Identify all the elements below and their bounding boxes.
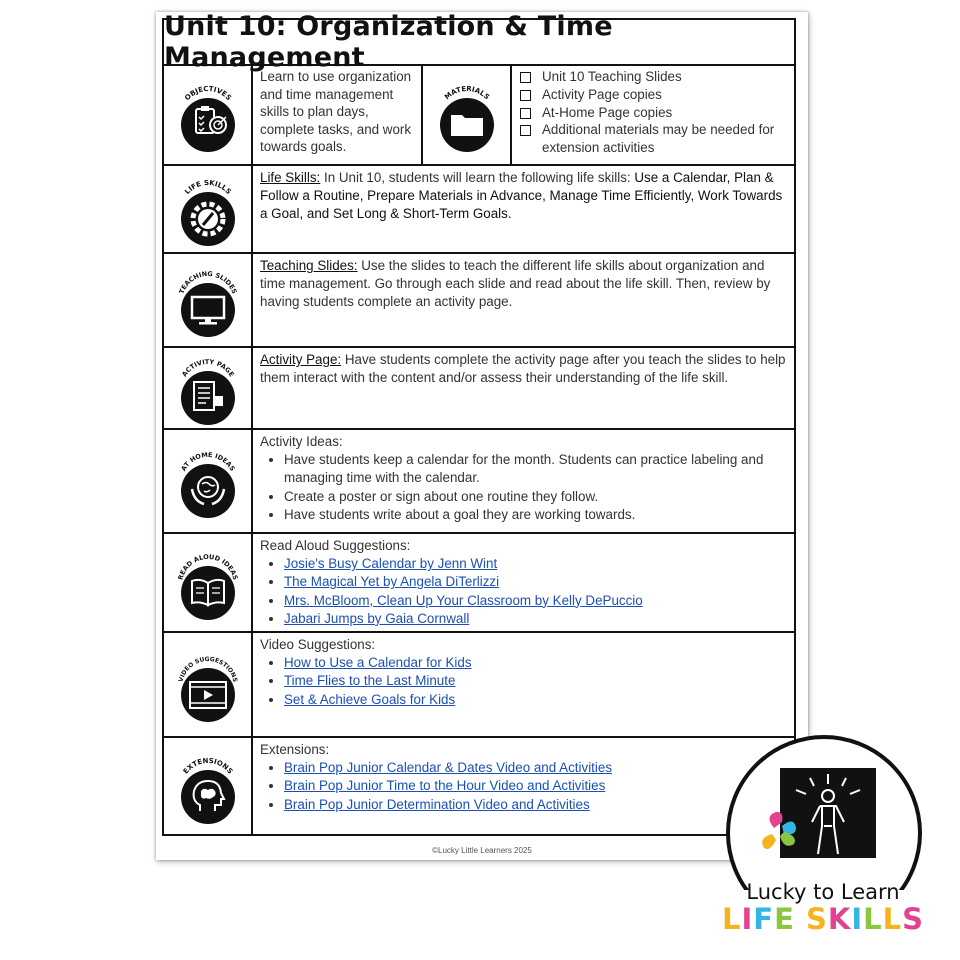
logo-letter: L — [882, 902, 903, 936]
checkbox-icon — [520, 72, 531, 83]
gear-wrench-icon — [168, 169, 248, 249]
extension-link[interactable]: Brain Pop Junior Determination Video and Activities — [284, 796, 590, 812]
read-aloud-heading: Read Aloud Suggestions: — [260, 538, 411, 553]
row-life-skills — [164, 166, 794, 254]
read-aloud-link[interactable]: The Magical Yet by Angela DiTerlizzi — [284, 574, 500, 590]
logo-letter: L — [721, 902, 742, 936]
checkbox-icon — [520, 90, 531, 101]
read-aloud-link[interactable]: Josie's Busy Calendar by Jenn Wint — [284, 556, 498, 572]
logo-letter: I — [741, 902, 754, 936]
svg-text:TEACHING SLIDES: TEACHING SLIDES — [177, 269, 238, 295]
teaching-slides-badge — [164, 254, 253, 346]
logo-letter — [795, 902, 806, 936]
folder-icon — [427, 75, 507, 155]
life-skills-badge — [164, 166, 253, 252]
globe-hands-icon — [168, 441, 248, 521]
activity-page-text: Activity Page: Have students complete the activity page after you teach the slides to help them interact with the content and/or assess their understanding of the life skill. — [260, 352, 786, 386]
read-aloud-link[interactable]: Mrs. McBloom, Clean Up Your Classroom by Kelly DePuccio — [284, 592, 643, 608]
video-list — [260, 654, 787, 709]
read-aloud-link[interactable]: Jabari Jumps by Gaia Cornwall — [284, 610, 470, 626]
materials-item: Additional materials may be needed for extension activities — [518, 121, 788, 157]
video-text — [253, 633, 794, 736]
row-activity-page — [164, 348, 794, 430]
life-skills-text: Life Skills: In Unit 10, students will learn the following life skills: Use a Calendar, Plan & Follow a Routine, Prepare Materials in Advance, Manage Time Efficiently, Work Towards a Goal, and Set Long & Short-Term Goals. — [260, 170, 783, 222]
svg-text:VIDEO SUGGESTIONS: VIDEO SUGGESTIONS — [177, 655, 238, 683]
at-home-heading: Activity Ideas: — [260, 434, 343, 449]
video-link[interactable]: How to Use a Calendar for Kids — [284, 655, 472, 671]
svg-text:ACTIVITY PAGE: ACTIVITY PAGE — [179, 357, 236, 379]
logo-letter: E — [774, 902, 795, 936]
worksheet-frame — [162, 11, 796, 836]
read-aloud-text — [253, 534, 794, 631]
monitor-icon — [168, 260, 248, 340]
at-home-ideas-text — [253, 430, 794, 532]
logo-letter: S — [805, 902, 828, 936]
video-link[interactable]: Time Flies to the Last Minute — [284, 673, 456, 689]
checkbox-icon — [520, 108, 531, 119]
logo-letter: S — [902, 902, 925, 936]
row-video-suggestions — [164, 633, 794, 738]
logo-letter: K — [827, 902, 852, 936]
worksheet-page — [156, 12, 808, 860]
extension-link[interactable]: Brain Pop Junior Time to the Hour Video and Activities — [284, 778, 606, 794]
list-item: • Have students keep a calendar for the month. Students can practice labeling and managing time with the calendar. — [284, 451, 787, 487]
video-link[interactable]: Set & Achieve Goals for Kids — [284, 691, 456, 707]
materials-item: Unit 10 Teaching Slides — [518, 68, 788, 86]
page-title: Unit 10: Organization & Time Management — [164, 20, 794, 66]
list-item: • Have students write about a goal they are working towards. — [284, 506, 787, 524]
svg-text:AT HOME IDEAS: AT HOME IDEAS — [178, 450, 237, 473]
film-play-icon — [168, 645, 248, 725]
video-badge — [164, 633, 253, 736]
open-book-icon — [168, 543, 248, 623]
extension-link[interactable]: Brain Pop Junior Calendar & Dates Video and Activities — [284, 760, 613, 776]
logo-text-line2 — [716, 902, 930, 936]
objectives-badge — [164, 66, 253, 164]
logo-letter: F — [753, 902, 775, 936]
materials-item: At-Home Page copies — [518, 104, 788, 122]
video-heading: Video Suggestions: — [260, 637, 376, 652]
row-at-home-ideas — [164, 430, 794, 534]
row-extensions — [164, 738, 794, 836]
extensions-text — [253, 738, 794, 836]
row-read-aloud — [164, 534, 794, 633]
extensions-heading: Extensions: — [260, 742, 330, 757]
row-teaching-slides — [164, 254, 794, 348]
svg-text:READ ALOUD IDEAS: READ ALOUD IDEAS — [176, 552, 239, 581]
extensions-list — [260, 759, 787, 814]
teaching-slides-text: Teaching Slides: Use the slides to teach the different life skills about organization and time management. Go through each slide and read about the life skill. Then, review by having students complete an activity page. — [260, 258, 771, 310]
logo-text-line1: Lucky to Learn — [746, 880, 900, 904]
objectives-icon — [168, 75, 248, 155]
objectives-text: Learn to use organization and time management skills to plan days, complete tasks, and work towards goals. — [253, 66, 423, 164]
read-aloud-badge — [164, 534, 253, 631]
checkbox-icon — [520, 125, 531, 136]
svg-text:MATERIALS: MATERIALS — [442, 84, 491, 102]
brain-head-icon — [168, 747, 248, 827]
svg-text:LIFE SKILLS: LIFE SKILLS — [182, 178, 233, 197]
at-home-badge — [164, 430, 253, 532]
logo-figure-icon — [750, 768, 878, 858]
materials-badge — [423, 66, 512, 164]
logo-letter: I — [851, 902, 864, 936]
svg-text:EXTENSIONS: EXTENSIONS — [181, 756, 234, 776]
svg-text:OBJECTIVES: OBJECTIVES — [182, 84, 233, 103]
materials-list — [512, 66, 794, 164]
logo-letter: L — [863, 902, 883, 936]
activity-page-badge — [164, 348, 253, 428]
extensions-badge — [164, 738, 253, 836]
worksheet-hand-icon — [168, 348, 248, 428]
read-aloud-list — [260, 555, 787, 628]
at-home-list — [260, 451, 787, 524]
copyright-footer: ©Lucky Little Learners 2025 — [432, 846, 532, 855]
materials-item: Activity Page copies — [518, 86, 788, 104]
list-item: • Create a poster or sign about one routine they follow. — [284, 488, 787, 506]
row-objectives-materials — [164, 66, 794, 166]
